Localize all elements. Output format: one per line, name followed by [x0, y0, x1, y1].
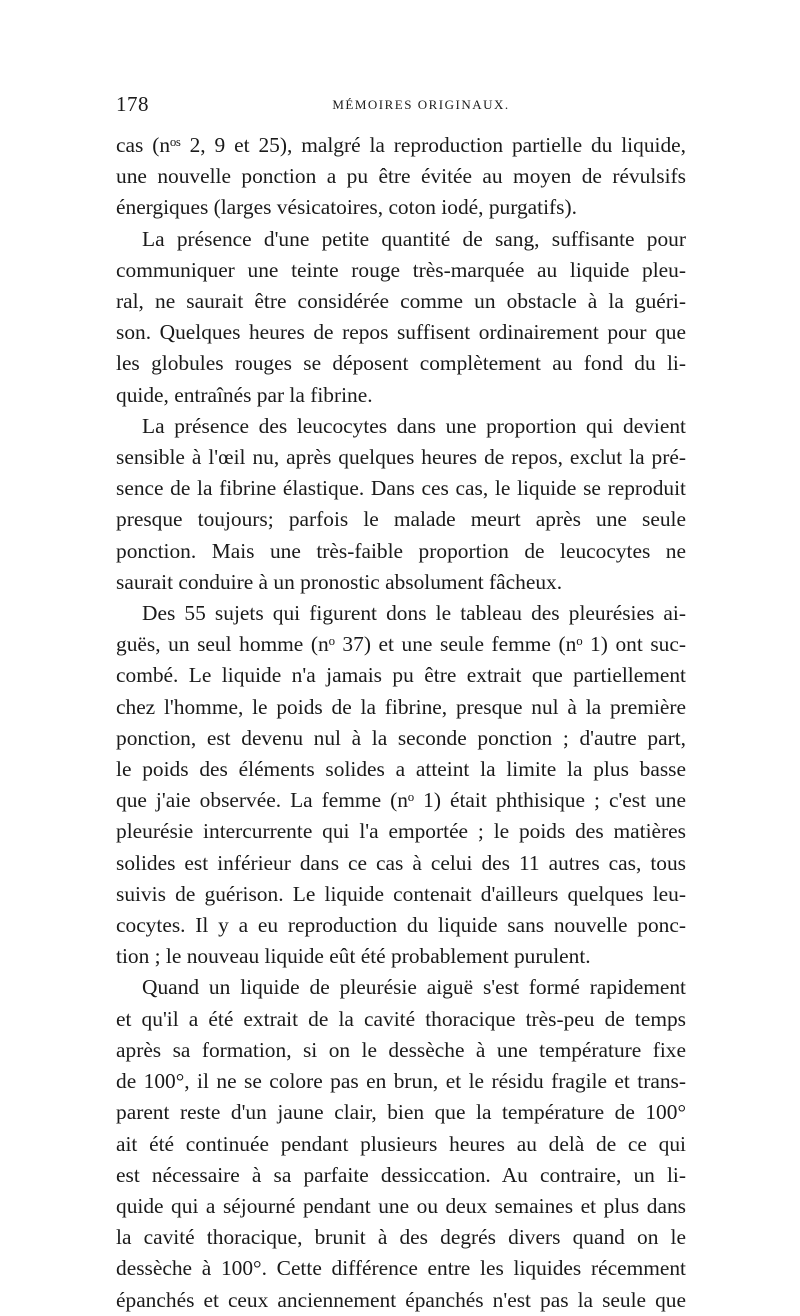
text-line: ponction. Mais une très-faible proportion de leucocytes ne [116, 538, 686, 563]
text-line: la cavité thoracique, brunit à des degrés divers quand on le [116, 1225, 686, 1250]
text-line: combé. Le liquide n'a jamais pu être extrait que partiellement [116, 663, 686, 688]
page-header [116, 92, 686, 124]
paragraph [116, 130, 686, 224]
text-line: et qu'il a été extrait de la cavité thoracique très-peu de temps [116, 1006, 686, 1031]
text-line: presque toujours; parfois le malade meurt après une seule [116, 507, 686, 532]
text-line: sensible à l'œil nu, après quelques heures de repos, exclut la pré- [116, 445, 686, 470]
text-line: une nouvelle ponction a pu être évitée au moyen de révulsifs [116, 164, 686, 189]
page [116, 92, 686, 1316]
text-line: ait été continuée pendant plusieurs heures au delà de ce qui [116, 1131, 686, 1156]
paragraph [116, 598, 686, 972]
text-line: communiquer une teinte rouge très-marquée au liquide pleu- [116, 257, 686, 282]
page-number: 178 [116, 92, 149, 116]
text-line: cocytes. Il y a eu reproduction du liquide sans nouvelle ponc- [116, 913, 686, 938]
text-line: de 100°, il ne se colore pas en brun, et le résidu fragile et trans- [116, 1069, 686, 1094]
text-line: quide, entraînés par la fibrine. [116, 382, 373, 407]
body-text [116, 130, 686, 1316]
text-line: Quand un liquide de pleurésie aiguë s'est formé rapidement [142, 975, 686, 1000]
text-line: épanchés et ceux anciennement épanchés n'est pas la seule que [116, 1287, 686, 1312]
text-line: ral, ne saurait être considérée comme un obstacle à la guéri- [116, 289, 686, 314]
text-line: énergiques (larges vésicatoires, coton iodé, purgatifs). [116, 195, 577, 220]
text-line: La présence des leucocytes dans une proportion qui devient [142, 413, 686, 438]
paragraph [116, 224, 686, 411]
text-line: son. Quelques heures de repos suffisent ordinairement pour que [116, 320, 686, 345]
paragraph [116, 972, 686, 1315]
text-line: est nécessaire à sa parfaite dessiccation. Au contraire, un li- [116, 1162, 686, 1187]
text-line: ponction, est devenu nul à la seconde ponction ; d'autre part, [116, 725, 686, 750]
text-line: Des 55 sujets qui figurent dons le tableau des pleurésies ai- [142, 601, 686, 626]
paragraph [116, 411, 686, 598]
text-line: tion ; le nouveau liquide eût été probablement purulent. [116, 944, 591, 969]
text-line: dessèche à 100°. Cette différence entre les liquides récemment [116, 1256, 686, 1281]
text-line: solides est inférieur dans ce cas à celui des 11 autres cas, tous [116, 850, 686, 875]
text-line: quide qui a séjourné pendant une ou deux semaines et plus dans [116, 1193, 686, 1218]
text-line: pleurésie intercurrente qui l'a emportée ; le poids des matières [116, 819, 686, 844]
text-line: que j'aie observée. La femme (nᵒ 1) était phthisique ; c'est une [116, 788, 686, 813]
text-line: La présence d'une petite quantité de sang, suffisante pour [142, 226, 686, 251]
text-line: après sa formation, si on le dessèche à une température fixe [116, 1037, 686, 1062]
text-line: cas (nᵒˢ 2, 9 et 25), malgré la reproduction partielle du liquide, [116, 133, 686, 157]
text-line: guës, un seul homme (nᵒ 37) et une seule femme (nᵒ 1) ont suc- [116, 632, 686, 657]
running-title: MÉMOIRES ORIGINAUX. [332, 97, 510, 112]
text-line: les globules rouges se déposent complètement au fond du li- [116, 351, 686, 376]
text-line: parent reste d'un jaune clair, bien que la température de 100° [116, 1100, 686, 1125]
text-line: sence de la fibrine élastique. Dans ces cas, le liquide se reproduit [116, 476, 686, 501]
text-line: le poids des éléments solides a atteint la limite la plus basse [116, 757, 686, 782]
text-line: saurait conduire à un pronostic absolument fâcheux. [116, 569, 563, 594]
text-line: chez l'homme, le poids de la fibrine, presque nul à la première [116, 694, 686, 719]
text-line: suivis de guérison. Le liquide contenait d'ailleurs quelques leu- [116, 881, 686, 906]
